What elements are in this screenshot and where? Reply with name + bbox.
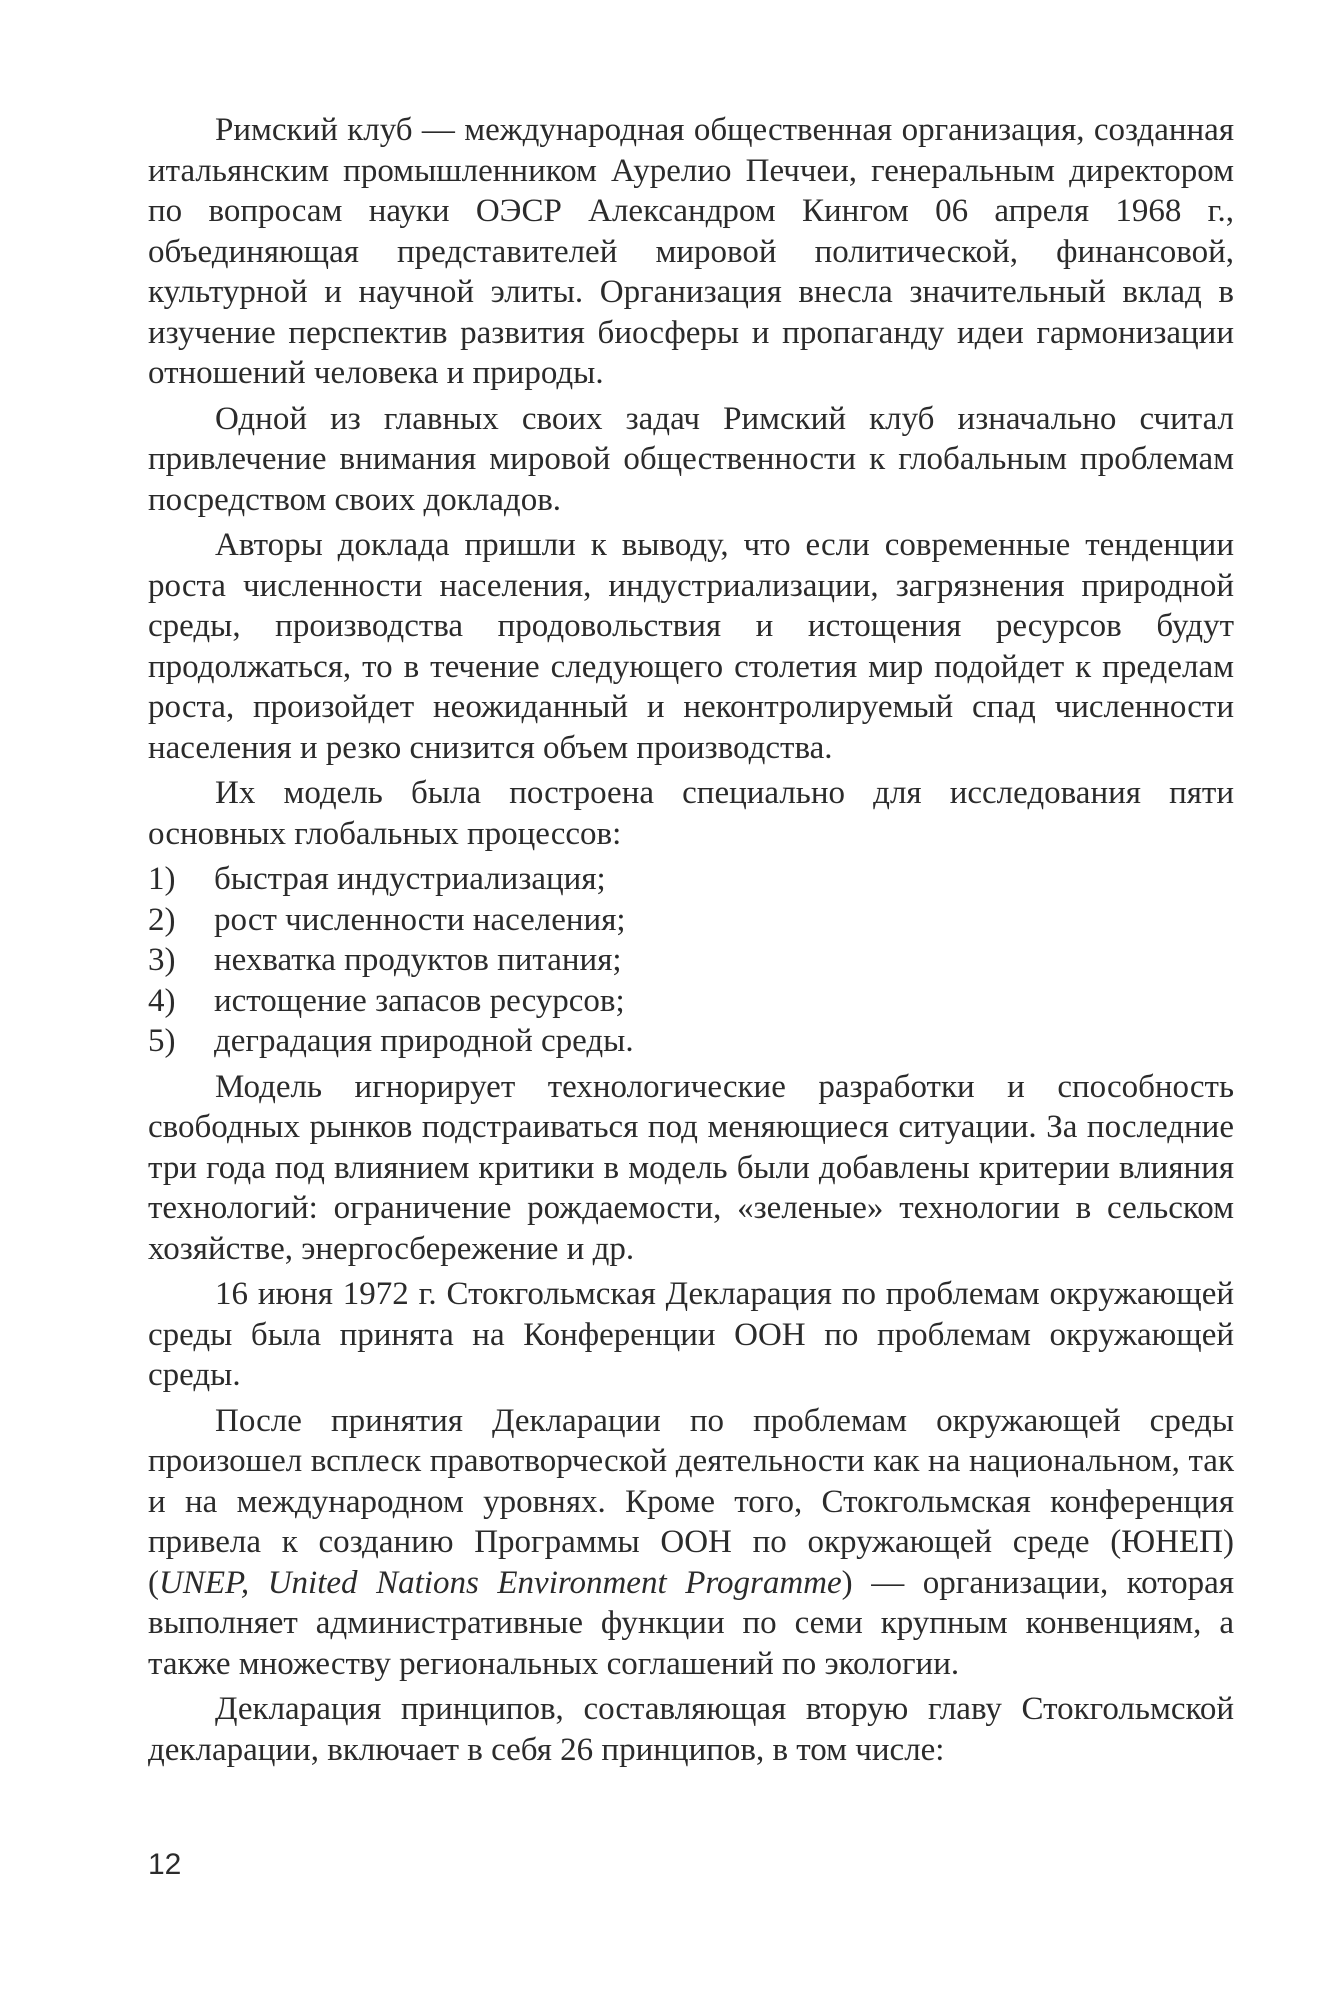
processes-list: [148, 859, 1234, 1062]
paragraph-unep-before: После принятия Декларации по проблемам окружающей среды произошел всплеск правотворческой деятельности как на национальном, так и на международном уровнях. Кроме того, Стокгольмская конференция привела к созданию Программы ООН по окружающей среде (ЮНЕП) (: [148, 1402, 1234, 1601]
list-item-number: 4): [148, 982, 176, 1019]
list-item-number: 2): [148, 901, 176, 938]
list-item-text: рост численности населения;: [214, 901, 626, 938]
paragraph-stockholm-declaration: 16 июня 1972 г. Стокгольмская Декларация по проблемам окружающей среды была принята на Конференции ООН по проблемам окружающей среды.: [148, 1276, 1234, 1393]
list-item: [148, 859, 1234, 900]
paragraph-model-intro: Их модель была построена специально для исследования пяти основных глобальных процессов:: [148, 775, 1234, 852]
list-item: [148, 900, 1234, 941]
list-item-text: деградация природной среды.: [214, 1023, 634, 1059]
paragraph-principles: Декларация принципов, составляющая вторую главу Стокгольмской декларации, включает в себя 26 принципов, в том числе:: [148, 1691, 1234, 1768]
list-item-number: 5): [148, 1023, 176, 1059]
list-item: [148, 940, 1234, 981]
list-item-number: 1): [148, 861, 176, 897]
paragraph-report-conclusion: Авторы доклада пришли к выводу, что если современные тенденции роста численности населения, индустриализации, загрязнения природной среды, производства продовольствия и истощения ресурсов будут продолжаться, то в течение следующего столетия мир подойдет к пределам роста, произойдет неожиданный и неконтролируемый спад численности населения и резко снизится объем производства.: [148, 527, 1234, 766]
list-item: [148, 981, 1234, 1022]
list-item-number: 3): [148, 942, 176, 978]
paragraph-unep-italic: UNEP, United Nations Environment Programme: [159, 1564, 842, 1601]
page-body: [148, 110, 1234, 1775]
paragraph-unep: [148, 1401, 1234, 1685]
paragraph-unep-after: ) — организации, которая выполняет административные функции по семи крупным конвенциям, а также множеству региональных соглашений по экологии.: [148, 1564, 1235, 1682]
paragraph-rome-club-task: Одной из главных своих задач Римский клуб изначально считал привлечение внимания мировой общественности к глобальным проблемам посредством своих докладов.: [148, 400, 1234, 518]
list-item: [148, 1021, 1234, 1062]
list-item-text: истощение запасов ресурсов;: [214, 982, 625, 1019]
paragraph-rome-club: Римский клуб — международная общественная организация, созданная итальянским промышленником Аурелио Печчеи, генеральным директором по вопросам науки ОЭСР Александром Кингом 06 апреля 1968 г., объединяющая представителей мировой политической, финансовой, культурной и научной элиты. Организация внесла значительный вклад в изучение перспектив развития биосферы и пропаганду идеи гармонизации отношений человека и природы.: [148, 112, 1234, 391]
paragraph-model-criticism: Модель игнорирует технологические разработки и способность свободных рынков подстраиваться под меняющиеся ситуации. За последние три года под влиянием критики в модель были добавлены критерии влияния технологий: ограничение рождаемости, «зеленые» технологии в сельском хозяйстве, энергосбережение и др.: [148, 1068, 1234, 1267]
list-item-text: нехватка продуктов питания;: [214, 942, 622, 978]
page-number: 12: [148, 1848, 182, 1881]
list-item-text: быстрая индустриализация;: [214, 861, 606, 897]
